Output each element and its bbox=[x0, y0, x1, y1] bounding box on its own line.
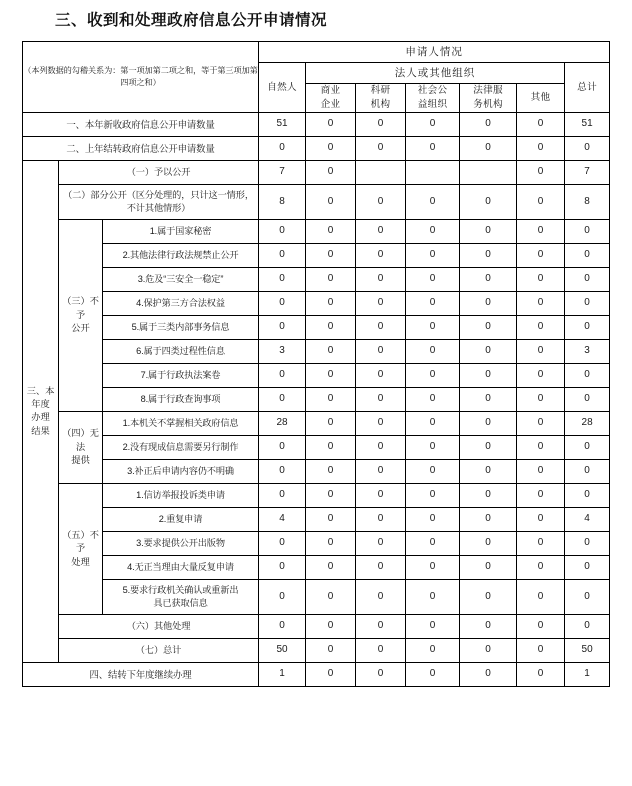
cell-value: 0 bbox=[356, 459, 406, 483]
cell-value: 0 bbox=[460, 579, 517, 614]
cell-value: 0 bbox=[460, 614, 517, 638]
applicant-group-header: 申请人情况 bbox=[259, 42, 610, 63]
table-row bbox=[23, 315, 610, 339]
cell-value: 0 bbox=[460, 507, 517, 531]
cell-value: 0 bbox=[565, 531, 610, 555]
cell-value: 0 bbox=[460, 219, 517, 243]
table-row bbox=[23, 614, 610, 638]
cell-value: 28 bbox=[565, 411, 610, 435]
cell-value: 0 bbox=[517, 531, 565, 555]
cell-value: 0 bbox=[306, 507, 356, 531]
cell-value: 0 bbox=[517, 291, 565, 315]
cell-value: 0 bbox=[406, 531, 460, 555]
cell-value: 0 bbox=[406, 243, 460, 267]
row-label-unable-to-provide: （四）无法 提供 bbox=[59, 411, 103, 483]
table-row bbox=[23, 435, 610, 459]
row-label-carried-over-requests: 二、上年结转政府信息公开申请数量 bbox=[23, 136, 259, 160]
cell-value: 0 bbox=[460, 555, 517, 579]
cell-value: 0 bbox=[565, 243, 610, 267]
cell-value: 8 bbox=[565, 184, 610, 219]
cell-value: 0 bbox=[306, 339, 356, 363]
cell-value: 0 bbox=[460, 243, 517, 267]
cell-value: 0 bbox=[306, 315, 356, 339]
cell-value: 0 bbox=[306, 136, 356, 160]
cell-value: 0 bbox=[460, 112, 517, 136]
cell-value: 0 bbox=[565, 219, 610, 243]
row-label-subtotal: （七）总计 bbox=[59, 638, 259, 662]
cell-value: 0 bbox=[517, 579, 565, 614]
table-row bbox=[23, 483, 610, 507]
cell-value: 0 bbox=[517, 184, 565, 219]
row-label-partially-disclosed: （二）部分公开（区分处理的，只计这一情形， 不计其他情形） bbox=[59, 184, 259, 219]
table-row bbox=[23, 387, 610, 411]
cell-value: 0 bbox=[306, 291, 356, 315]
row-label-item: 3.危及“三安全一稳定” bbox=[103, 267, 259, 291]
cell-value: 0 bbox=[517, 219, 565, 243]
cell-value: 0 bbox=[306, 483, 356, 507]
cell-value: 0 bbox=[306, 160, 356, 184]
cell-value: 0 bbox=[356, 387, 406, 411]
cell-value: 0 bbox=[306, 219, 356, 243]
cell-value: 0 bbox=[406, 579, 460, 614]
cell-value: 0 bbox=[406, 363, 460, 387]
cell-value: 0 bbox=[517, 267, 565, 291]
cell-value: 0 bbox=[460, 184, 517, 219]
cell-value: 0 bbox=[356, 136, 406, 160]
cell-value: 50 bbox=[565, 638, 610, 662]
row-label-item: 1.信访举报投诉类申请 bbox=[103, 483, 259, 507]
cell-value: 0 bbox=[460, 291, 517, 315]
cell-value: 0 bbox=[306, 387, 356, 411]
cell-value: 0 bbox=[259, 267, 306, 291]
cell-value: 0 bbox=[356, 638, 406, 662]
cell-value: 0 bbox=[356, 315, 406, 339]
cell-value: 0 bbox=[565, 483, 610, 507]
cell-value: 51 bbox=[565, 112, 610, 136]
cell-value: 0 bbox=[460, 339, 517, 363]
cell-value: 0 bbox=[460, 459, 517, 483]
cell-value: 0 bbox=[356, 579, 406, 614]
table-header-row-1 bbox=[23, 42, 610, 63]
cell-value: 0 bbox=[306, 411, 356, 435]
cell-value bbox=[406, 160, 460, 184]
cell-value: 0 bbox=[259, 387, 306, 411]
cell-value: 0 bbox=[406, 184, 460, 219]
cell-value: 0 bbox=[259, 483, 306, 507]
cell-value: 50 bbox=[259, 638, 306, 662]
cell-value: 0 bbox=[356, 614, 406, 638]
cell-value: 0 bbox=[259, 291, 306, 315]
cell-value: 0 bbox=[259, 435, 306, 459]
cell-value: 0 bbox=[565, 387, 610, 411]
cell-value: 0 bbox=[306, 555, 356, 579]
cell-value: 0 bbox=[460, 662, 517, 686]
cell-value: 0 bbox=[460, 267, 517, 291]
cell-value: 0 bbox=[259, 459, 306, 483]
cell-value: 0 bbox=[460, 136, 517, 160]
cell-value: 1 bbox=[259, 662, 306, 686]
cell-value: 0 bbox=[259, 363, 306, 387]
cell-value: 0 bbox=[306, 363, 356, 387]
cell-value: 0 bbox=[356, 219, 406, 243]
column-header-other: 其他 bbox=[517, 84, 565, 113]
cell-value: 0 bbox=[356, 112, 406, 136]
cell-value: 8 bbox=[259, 184, 306, 219]
cell-value: 0 bbox=[517, 483, 565, 507]
cell-value: 0 bbox=[406, 339, 460, 363]
cell-value: 0 bbox=[259, 555, 306, 579]
column-header-research-institution: 科研 机构 bbox=[356, 84, 406, 113]
table-row bbox=[23, 579, 610, 614]
cell-value: 0 bbox=[356, 411, 406, 435]
cell-value: 0 bbox=[406, 662, 460, 686]
cell-value: 0 bbox=[306, 267, 356, 291]
table-row bbox=[23, 184, 610, 219]
cell-value: 0 bbox=[259, 243, 306, 267]
row-label-not-processed: （五）不予 处理 bbox=[59, 483, 103, 614]
cell-value: 0 bbox=[356, 662, 406, 686]
cell-value: 51 bbox=[259, 112, 306, 136]
cell-value: 0 bbox=[517, 411, 565, 435]
row-label-item: 1.属于国家秘密 bbox=[103, 219, 259, 243]
cell-value: 0 bbox=[259, 579, 306, 614]
cell-value: 0 bbox=[460, 315, 517, 339]
cell-value: 0 bbox=[565, 459, 610, 483]
page-title: 三、收到和处理政府信息公开申请情况 bbox=[55, 12, 328, 29]
cell-value: 0 bbox=[406, 483, 460, 507]
cell-value: 0 bbox=[517, 339, 565, 363]
cell-value: 0 bbox=[406, 411, 460, 435]
cell-value: 0 bbox=[517, 136, 565, 160]
cell-value: 4 bbox=[259, 507, 306, 531]
cell-value: 0 bbox=[517, 435, 565, 459]
cell-value: 0 bbox=[565, 614, 610, 638]
table-row bbox=[23, 555, 610, 579]
cell-value: 1 bbox=[565, 662, 610, 686]
row-label-carry-forward-next-year: 四、结转下年度继续办理 bbox=[23, 662, 259, 686]
cell-value: 7 bbox=[259, 160, 306, 184]
cell-value: 0 bbox=[406, 112, 460, 136]
cell-value: 0 bbox=[306, 112, 356, 136]
cell-value: 0 bbox=[259, 219, 306, 243]
table-row bbox=[23, 136, 610, 160]
cell-value: 0 bbox=[356, 435, 406, 459]
cell-value: 0 bbox=[565, 579, 610, 614]
column-header-legal-service-institution: 法律服 务机构 bbox=[460, 84, 517, 113]
cell-value: 0 bbox=[306, 459, 356, 483]
cell-value: 0 bbox=[406, 459, 460, 483]
table-row bbox=[23, 363, 610, 387]
row-label-item: 7.属于行政执法案卷 bbox=[103, 363, 259, 387]
cell-value: 0 bbox=[306, 638, 356, 662]
cell-value: 0 bbox=[306, 184, 356, 219]
cell-value: 0 bbox=[406, 315, 460, 339]
table-row bbox=[23, 219, 610, 243]
row-label-annual-processing-results: 三、本 年度 办理 结果 bbox=[23, 160, 59, 662]
row-label-other-processing: （六）其他处理 bbox=[59, 614, 259, 638]
row-label-item: 5.属于三类内部事务信息 bbox=[103, 315, 259, 339]
cell-value: 0 bbox=[356, 291, 406, 315]
cell-value: 0 bbox=[306, 662, 356, 686]
row-label-not-disclosed: （三）不予 公开 bbox=[59, 219, 103, 411]
cell-value: 0 bbox=[406, 219, 460, 243]
cell-value bbox=[460, 160, 517, 184]
cell-value: 0 bbox=[306, 579, 356, 614]
table-row bbox=[23, 531, 610, 555]
row-label-item: 4.保护第三方合法权益 bbox=[103, 291, 259, 315]
cell-value: 0 bbox=[306, 435, 356, 459]
cell-value: 0 bbox=[517, 112, 565, 136]
row-label-item: 3.补正后申请内容仍不明确 bbox=[103, 459, 259, 483]
cell-value: 3 bbox=[565, 339, 610, 363]
column-header-natural-person: 自然人 bbox=[259, 63, 306, 113]
table-row bbox=[23, 291, 610, 315]
row-label-item: 5.要求行政机关确认或重新出 具已获取信息 bbox=[103, 579, 259, 614]
table-row bbox=[23, 267, 610, 291]
cell-value: 0 bbox=[517, 662, 565, 686]
cell-value: 0 bbox=[517, 160, 565, 184]
cell-value bbox=[356, 160, 406, 184]
row-label-item: 6.属于四类过程性信息 bbox=[103, 339, 259, 363]
table-row bbox=[23, 662, 610, 686]
table-row bbox=[23, 507, 610, 531]
cell-value: 0 bbox=[517, 243, 565, 267]
cell-value: 0 bbox=[406, 555, 460, 579]
cell-value: 0 bbox=[460, 411, 517, 435]
cell-value: 0 bbox=[306, 243, 356, 267]
cell-value: 0 bbox=[406, 507, 460, 531]
cell-value: 0 bbox=[517, 387, 565, 411]
cell-value: 0 bbox=[259, 136, 306, 160]
cell-value: 0 bbox=[406, 614, 460, 638]
column-header-commercial-enterprise: 商业 企业 bbox=[306, 84, 356, 113]
cell-value: 0 bbox=[356, 267, 406, 291]
cell-value: 28 bbox=[259, 411, 306, 435]
cell-value: 0 bbox=[517, 614, 565, 638]
cell-value: 0 bbox=[565, 136, 610, 160]
cell-value: 3 bbox=[259, 339, 306, 363]
row-label-item: 8.属于行政查询事项 bbox=[103, 387, 259, 411]
cell-value: 0 bbox=[306, 614, 356, 638]
cell-value: 0 bbox=[406, 136, 460, 160]
table-row bbox=[23, 243, 610, 267]
cell-value: 7 bbox=[565, 160, 610, 184]
cell-value: 0 bbox=[460, 531, 517, 555]
table-row bbox=[23, 112, 610, 136]
cell-value: 0 bbox=[406, 435, 460, 459]
disclosure-request-statistics-table bbox=[22, 41, 610, 687]
row-label-new-requests-this-year: 一、本年新收政府信息公开申请数量 bbox=[23, 112, 259, 136]
cell-value: 0 bbox=[406, 291, 460, 315]
cell-value: 0 bbox=[565, 363, 610, 387]
cell-value: 0 bbox=[565, 315, 610, 339]
legal-entity-group-header: 法人或其他组织 bbox=[306, 63, 565, 84]
row-label-item: 2.重复申请 bbox=[103, 507, 259, 531]
cell-value: 0 bbox=[406, 638, 460, 662]
table-row bbox=[23, 339, 610, 363]
cell-value: 0 bbox=[460, 638, 517, 662]
cell-value: 0 bbox=[517, 459, 565, 483]
cell-value: 0 bbox=[517, 507, 565, 531]
table-row bbox=[23, 638, 610, 662]
cell-value: 0 bbox=[356, 363, 406, 387]
column-header-total: 总计 bbox=[565, 63, 610, 113]
cell-value: 0 bbox=[306, 531, 356, 555]
cell-value: 0 bbox=[565, 291, 610, 315]
cell-value: 0 bbox=[356, 339, 406, 363]
row-label-item: 2.没有现成信息需要另行制作 bbox=[103, 435, 259, 459]
cell-value: 0 bbox=[517, 638, 565, 662]
cell-value: 0 bbox=[460, 387, 517, 411]
cell-value: 0 bbox=[517, 315, 565, 339]
cell-value: 4 bbox=[565, 507, 610, 531]
table-row bbox=[23, 459, 610, 483]
row-label-item: 2.其他法律行政法规禁止公开 bbox=[103, 243, 259, 267]
cell-value: 0 bbox=[460, 363, 517, 387]
cell-value: 0 bbox=[565, 267, 610, 291]
cell-value: 0 bbox=[356, 184, 406, 219]
column-relation-note: （本列数据的勾稽关系为：第一项加第二项之和，等于第三项加第四项之和） bbox=[23, 42, 259, 113]
row-label-item: 3.要求提供公开出版物 bbox=[103, 531, 259, 555]
cell-value: 0 bbox=[517, 363, 565, 387]
row-label-item: 1.本机关不掌握相关政府信息 bbox=[103, 411, 259, 435]
cell-value: 0 bbox=[565, 555, 610, 579]
cell-value: 0 bbox=[406, 267, 460, 291]
cell-value: 0 bbox=[259, 531, 306, 555]
cell-value: 0 bbox=[356, 483, 406, 507]
row-label-item: 4.无正当理由大量反复申请 bbox=[103, 555, 259, 579]
cell-value: 0 bbox=[460, 483, 517, 507]
table-row bbox=[23, 160, 610, 184]
column-header-public-welfare-organization: 社会公 益组织 bbox=[406, 84, 460, 113]
cell-value: 0 bbox=[259, 315, 306, 339]
table-row bbox=[23, 411, 610, 435]
cell-value: 0 bbox=[356, 555, 406, 579]
cell-value: 0 bbox=[356, 507, 406, 531]
cell-value: 0 bbox=[565, 435, 610, 459]
cell-value: 0 bbox=[517, 555, 565, 579]
cell-value: 0 bbox=[406, 387, 460, 411]
cell-value: 0 bbox=[259, 614, 306, 638]
cell-value: 0 bbox=[460, 435, 517, 459]
cell-value: 0 bbox=[356, 243, 406, 267]
row-label-disclosed: （一）予以公开 bbox=[59, 160, 259, 184]
cell-value: 0 bbox=[356, 531, 406, 555]
